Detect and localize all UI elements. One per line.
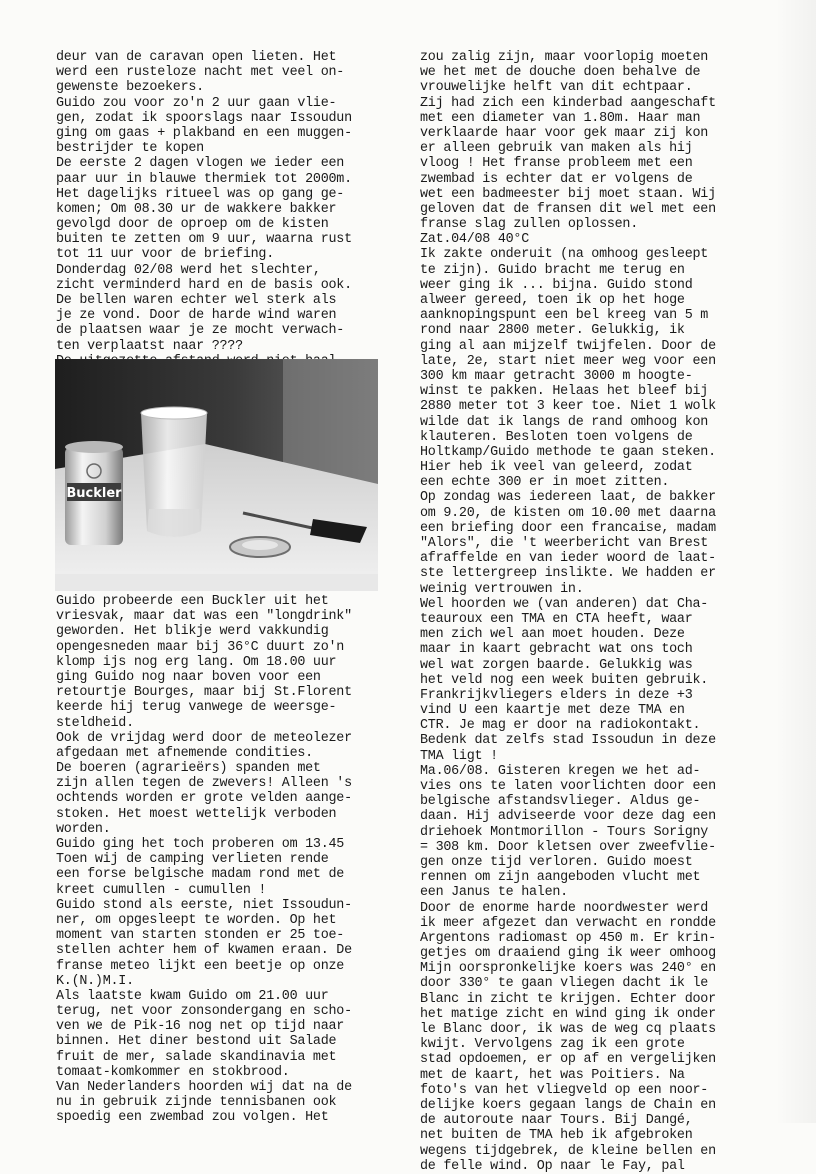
right-line: Argentons radiomast op 450 m. Er krin- <box>420 930 716 946</box>
left-top-line: Donderdag 02/08 werd het slechter, <box>56 262 321 278</box>
right-line: alweer gereed, toen ik op het hoge <box>420 293 685 308</box>
right-line: de felle wind. Op naar le Fay, pal <box>420 1158 685 1174</box>
right-line: wilde dat ik langs de rand omhoog kon <box>420 414 709 430</box>
left-top-line: gen, zodat ik spoorslags naar Issoudun <box>56 110 352 126</box>
left-bottom-line: ochtends worden er grote velden aange- <box>56 791 352 807</box>
left-bottom-line: retourtje Bourges, maar bij St.Florent <box>56 685 352 701</box>
left-bottom-line: klomp ijs nog erg lang. Om 18.00 uur <box>56 654 337 670</box>
right-line: een Janus te halen. <box>420 885 568 901</box>
right-line: Frankrijkvliegers elders in deze +3 <box>420 687 693 703</box>
left-top-line: komen; Om 08.30 ur de wakkere bakker <box>56 201 337 217</box>
right-line: Zij had zich een kinderbad aangeschaft <box>420 95 716 111</box>
right-line: Door de enorme harde noordwester werd <box>420 900 709 916</box>
left-top-line: De eerste 2 dagen vlogen we ieder een <box>56 156 345 172</box>
photo-can-lid-inner <box>242 540 278 550</box>
right-line: er alleen gebruik van maken als hij <box>420 141 693 157</box>
left-bottom-line: worden. <box>56 821 111 837</box>
right-line: vloog ! Het franse probleem met een <box>420 156 693 172</box>
left-top-line: werd een rusteloze nacht met veel on- <box>56 65 345 81</box>
right-line: te zijn). Guido bracht me terug en <box>420 262 685 278</box>
right-line: wel wat zorgen baarde. Gelukkig was <box>420 657 693 673</box>
right-line: het matige zicht en wind ging ik onder <box>420 1006 716 1022</box>
left-top-line: gevolgd door de oproep om de kisten <box>56 217 329 233</box>
right-line: belgische afstandsvlieger. Aldus ge- <box>420 794 701 810</box>
photo-glass-rim <box>141 407 207 419</box>
right-line: daan. Hij adviseerde voor deze dag een <box>420 809 716 825</box>
right-line: gen onze tijd verloren. Guido moest <box>420 854 693 870</box>
right-line: klauteren. Besloten toen volgens de <box>420 429 693 445</box>
left-bottom-line: stoken. Het moest wettelijk verboden <box>56 806 337 822</box>
right-line: weer ging ik ... bijna. Guido stond <box>420 277 693 293</box>
right-line: getjes om draaiend ging ik weer omhoog <box>420 946 716 962</box>
right-line: door 330° te gaan vliegen dacht ik le <box>420 976 709 992</box>
left-bottom-line: nu in gebruik zijnde tennisbanen ook <box>56 1095 337 1111</box>
left-top-line: De bellen waren echter wel sterk als <box>56 293 337 308</box>
right-line: Hier heb ik veel van geleerd, zodat <box>420 460 693 476</box>
right-line: 2880 meter tot 3 keer toe. Niet 1 wolk <box>420 399 716 415</box>
left-bottom-line: Ook de vrijdag werd door de meteolezer <box>56 730 352 746</box>
right-line: ste lettergreep inslikte. We hadden er <box>420 566 716 582</box>
left-bottom-line: steldheid. <box>56 715 134 731</box>
right-line: het veld nog een week buiten gebruik. <box>420 672 709 688</box>
right-line: de autoroute naar Tours. Bij Dangé, <box>420 1113 693 1129</box>
left-bottom-line: Guido ging het toch proberen om 13.45 <box>56 837 345 852</box>
left-bottom-line: Van Nederlanders hoorden wij dat na de <box>56 1080 352 1095</box>
left-column-bottom <box>56 594 376 1126</box>
left-bottom-line: ner, om opgesleept te worden. Op het <box>56 912 337 928</box>
right-line: Blanc in zicht te krijgen. Echter door <box>420 991 716 1007</box>
right-line: teauroux een TMA en CTA heeft, waar <box>420 611 693 627</box>
left-top-line: buiten te zetten om 9 uur, waarna rust <box>56 232 352 248</box>
left-bottom-line: zijn allen tegen de zwevers! Alleen 's <box>56 776 352 792</box>
right-line: le Blanc door, ik was de weg cq plaats <box>420 1022 716 1037</box>
left-bottom-line: opengesneden maar bij 36°C duurt zo'n <box>56 639 345 655</box>
right-line: zwembad is echter dat er volgens de <box>420 171 693 187</box>
right-line: geloven dat de fransen dit wel met een <box>420 201 716 217</box>
right-line: rennen om zijn aangeboden vlucht met <box>420 870 701 886</box>
left-bottom-line: stellen achter hem of kwamen eraan. De <box>56 943 352 959</box>
right-line: Ik zakte onderuit (na omhoog gesleept <box>420 247 709 263</box>
left-bottom-line: terug, net voor zonsondergang en scho- <box>56 1004 352 1020</box>
right-line: vind U een kaartje met deze TMA en <box>420 703 685 719</box>
left-top-line: ten verplaatst naar ???? <box>56 338 243 354</box>
photo-table-edge <box>55 574 378 591</box>
left-bottom-line: Toen wij de camping verlieten rende <box>56 852 329 868</box>
right-line: winst te pakken. Helaas het bleef bij <box>420 384 709 400</box>
right-line: stad opdoemen, er op af en vergelijken <box>420 1052 716 1068</box>
left-bottom-line: fruit de mer, salade skandinavia met <box>56 1049 337 1065</box>
right-line: met de kaart, het was Poitiers. Na <box>420 1067 685 1083</box>
left-top-line: deur van de caravan open lieten. Het <box>56 50 337 65</box>
page-edge-shadow <box>776 0 816 1123</box>
left-bottom-line: ven we de Pik-16 nog net op tijd naar <box>56 1019 345 1035</box>
right-line: men zich wel aan moet houden. Deze <box>420 627 685 643</box>
right-line: maar in kaart gebracht wat ons toch <box>420 642 693 658</box>
photo-glass-base <box>147 509 201 537</box>
right-line: Ma.06/08. Gisteren kregen we het ad- <box>420 763 701 779</box>
left-bottom-line: vriesvak, maar dat was een "longdrink" <box>56 609 352 625</box>
right-line: weinig vertrouwen in. <box>420 581 584 597</box>
right-line: "Alors", die 't weerbericht van Brest <box>420 536 709 551</box>
right-column <box>420 50 738 1174</box>
right-line: Mijn oorspronkelijke koers was 240° en <box>420 961 716 977</box>
left-bottom-line: Guido stond als eerste, niet Issoudun- <box>56 897 352 913</box>
right-line: franse slag zullen oplossen. <box>420 217 638 233</box>
right-line: we het met de douche doen behalve de <box>420 65 701 81</box>
right-line: Wel hoorden we (van anderen) dat Cha- <box>420 596 709 612</box>
left-bottom-line: ging Guido nog naar boven voor een <box>56 669 321 685</box>
left-bottom-line: geworden. Het blikje werd vakkundig <box>56 624 329 640</box>
right-line: TMA ligt ! <box>420 748 498 764</box>
left-top-line: ging om gaas + plakband en een muggen- <box>56 125 352 141</box>
left-bottom-line: De boeren (agrarieërs) spanden met <box>56 761 321 777</box>
left-top-line: paar uur in blauwe thermiek tot 2000m. <box>56 171 352 187</box>
left-top-line: tot 11 uur voor de briefing. <box>56 247 274 263</box>
left-bottom-line: franse meteo lijkt een beetje op onze <box>56 958 345 974</box>
right-line: wegens tijdgebrek, de kleine bellen en <box>420 1143 716 1159</box>
right-line: ik meer afgezet dan verwacht en rondde <box>420 915 716 931</box>
right-line: afraffelde en van ieder woord de laat- <box>420 551 716 567</box>
left-bottom-line: afgedaan met afnemende condities. <box>56 745 313 761</box>
right-line: driehoek Montmorillon - Tours Sorigny <box>420 824 709 840</box>
right-line: een echte 300 er in moet zitten. <box>420 475 670 491</box>
left-bottom-line: K.(N.)M.I. <box>56 973 134 989</box>
left-bottom-line: moment van starten stonden er 25 toe- <box>56 928 345 944</box>
right-line: vies ons te laten voorlichten door een <box>420 779 716 794</box>
left-bottom-line: spoedig een zwembad zou volgen. Het <box>56 1110 329 1126</box>
right-line: verklaarde haar voor gek maar zij kon <box>420 125 709 141</box>
right-line: zou zalig zijn, maar voorlopig moeten <box>420 50 709 65</box>
right-line: foto's van het vliegveld op een noor- <box>420 1082 709 1098</box>
right-line: aanknopingspunt een bel kreeg van 5 m <box>420 308 709 324</box>
left-bottom-line: tomaat-komkommer en stokbrood. <box>56 1064 290 1080</box>
photo-illustration <box>55 359 378 591</box>
right-line: 300 km maar getracht 3000 m hoogte- <box>420 368 693 384</box>
left-top-line: de plaatsen waar je ze mocht verwach- <box>56 323 345 339</box>
right-line: rond naar 2800 meter. Gelukkig, ik <box>420 323 685 339</box>
left-top-line: Guido zou voor zo'n 2 uur gaan vlie- <box>56 95 337 111</box>
right-line: een briefing door een francaise, madam <box>420 520 716 536</box>
right-line: kwijt. Vervolgens zag ik een grote <box>420 1037 685 1053</box>
photo-can-label: Buckler <box>66 486 122 501</box>
right-line: CTR. Je mag er door na radiokontakt. <box>420 718 701 734</box>
left-bottom-line: een forse belgische madam rond met de <box>56 867 345 883</box>
right-line: vrouwelijke helft van dit echtpaar. <box>420 80 693 96</box>
right-line: net buiten de TMA heb ik afgebroken <box>420 1128 693 1144</box>
right-line: wet een badmeester bij moet staan. Wij <box>420 186 716 202</box>
left-top-line: je ze vond. Door de harde wind waren <box>56 308 337 324</box>
right-line: delijke koers gegaan langs de Chain en <box>420 1097 716 1113</box>
right-line: late, 2e, start niet meer weg voor een <box>420 353 716 369</box>
right-line: Bedenk dat zelfs stad Issoudun in deze <box>420 733 716 749</box>
photo-beer-can-and-glass <box>55 359 378 591</box>
right-line: Op zondag was iedereen laat, de bakker <box>420 490 716 506</box>
right-line: Zat.04/08 40°C <box>420 232 529 248</box>
right-line: om 9.20, de kisten om 10.00 met daarna <box>420 505 716 521</box>
right-line: ging al aan mijzelf twijfelen. Door de <box>420 338 716 354</box>
photo-can-top <box>65 441 123 453</box>
right-line: met een diameter van 1.80m. Haar man <box>420 110 701 126</box>
right-line: Holtkamp/Guido methode te gaan steken. <box>420 444 716 460</box>
left-bottom-line: binnen. Het diner bestond uit Salade <box>56 1034 337 1050</box>
left-top-line: bestrijder te kopen <box>56 141 204 157</box>
left-bottom-line: Guido probeerde een Buckler uit het <box>56 594 329 609</box>
left-bottom-line: kreet cumullen - cumullen ! <box>56 882 267 898</box>
left-bottom-line: Als laatste kwam Guido om 21.00 uur <box>56 988 329 1004</box>
left-top-line: gewenste bezoekers. <box>56 80 204 96</box>
left-bottom-line: keerde hij terug vanwege de weersge- <box>56 700 337 716</box>
left-top-line: zicht verminderd hard en de basis ook. <box>56 277 352 293</box>
left-top-line: Het dagelijks ritueel was op gang ge- <box>56 186 345 202</box>
right-line: = 308 km. Door kletsen over zweefvlie- <box>420 839 716 855</box>
